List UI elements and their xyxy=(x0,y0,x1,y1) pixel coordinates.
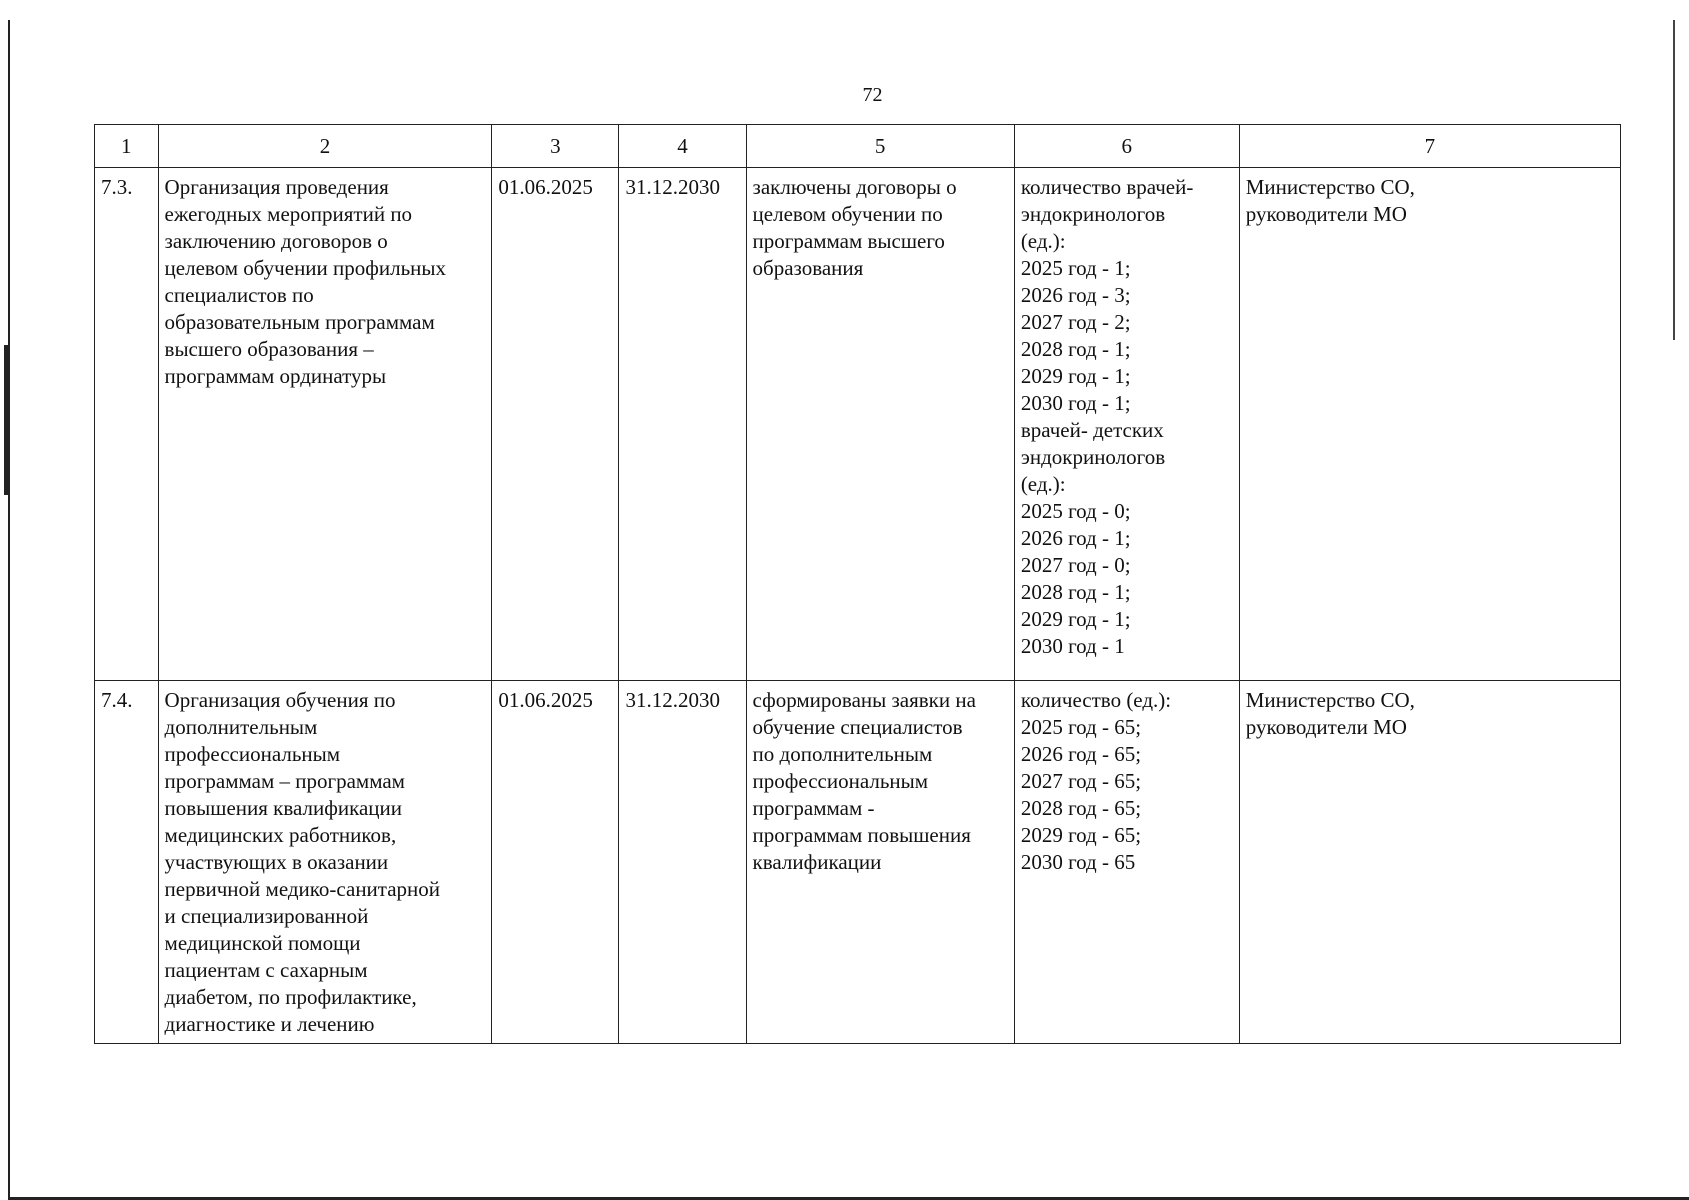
responsible-cell: Министерство СО, руководители МО xyxy=(1239,681,1620,1044)
page-number: 72 xyxy=(862,84,883,106)
indicator-cell: количество врачей- эндокринологов (ед.): 2025 год - 1; 2026 год - 3; 2027 год - 2; 2028 год - 1; 2029 год - 1; 2030 год - 1; врачей- детских эндокринологов (ед.): 2025 год - 0; 2026 год - 1; 2027 год - 0; 2028 год - 1; 2029 год - 1; 2030 год - 1 xyxy=(1014,168,1239,681)
start-date-cell: 01.06.2025 xyxy=(492,168,619,681)
end-date-cell: 31.12.2030 xyxy=(619,681,746,1044)
activity-cell: Организация обучения по дополнительным профессиональным программам – программам повышения квалификации медицинских работников, участвующих в оказании первичной медико-санитарной и специализированной медицинской помощи пациентам с сахарным диабетом, по профилактике, диагностике и лечению xyxy=(158,681,492,1044)
column-header: 3 xyxy=(492,125,619,168)
scan-border-left xyxy=(8,20,10,1200)
plan-table xyxy=(94,124,1621,1044)
indicator-cell: количество (ед.): 2025 год - 65; 2026 год - 65; 2027 год - 65; 2028 год - 65; 2029 год - 65; 2030 год - 65 xyxy=(1014,681,1239,1044)
result-cell: заключены договоры о целевом обучении по программам высшего образования xyxy=(746,168,1014,681)
column-header: 7 xyxy=(1239,125,1620,168)
column-header: 6 xyxy=(1014,125,1239,168)
scan-border-left-mark xyxy=(4,345,10,495)
header-row xyxy=(95,125,1621,168)
scan-border-right xyxy=(1673,20,1675,340)
column-header: 1 xyxy=(95,125,159,168)
result-cell: сформированы заявки на обучение специалистов по дополнительным профессиональным программам - программам повышения квалификации xyxy=(746,681,1014,1044)
table-row xyxy=(95,681,1621,1044)
start-date-cell: 01.06.2025 xyxy=(492,681,619,1044)
table-row xyxy=(95,168,1621,681)
column-header: 5 xyxy=(746,125,1014,168)
column-header: 4 xyxy=(619,125,746,168)
end-date-cell: 31.12.2030 xyxy=(619,168,746,681)
item-number: 7.4. xyxy=(95,681,159,1044)
item-number: 7.3. xyxy=(95,168,159,681)
column-header: 2 xyxy=(158,125,492,168)
responsible-cell: Министерство СО, руководители МО xyxy=(1239,168,1620,681)
activity-cell: Организация проведения ежегодных мероприятий по заключению договоров о целевом обучении профильных специалистов по образовательным программам высшего образования – программам ординатуры xyxy=(158,168,492,681)
